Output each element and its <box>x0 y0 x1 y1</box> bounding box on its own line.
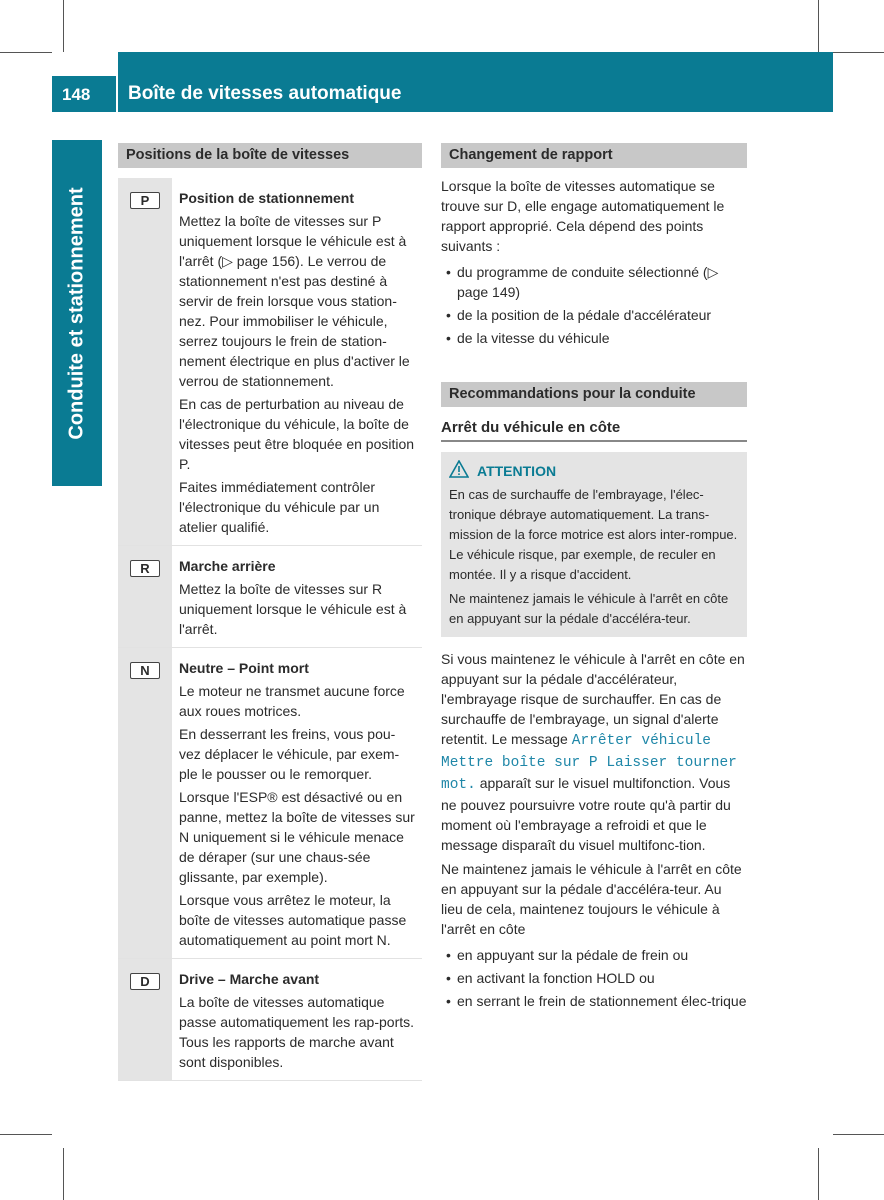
warning-paragraph: En cas de surchauffe de l'embrayage, l'élec-tronique débraye automatiquement. La trans-mission de la force motrice est alors inter-rompue. Le véhicule risque, par exemple, de reculer en montée. Il y a risque d'accident. <box>449 487 738 582</box>
gear-paragraph: En desserrant les freins, vous pou-vez déplacer le véhicule, par exem-ple le pousser ou le remorquer. <box>179 726 400 782</box>
section-title-gear-change: Changement de rapport <box>441 143 747 168</box>
gear-title: Position de stationnement <box>179 190 355 206</box>
gear-paragraph: En cas de perturbation au niveau de l'électronique du véhicule, la boîte de vitesses peut être bloquée en position P. <box>179 396 415 472</box>
gear-paragraph: Lorsque vous arrêtez le moteur, la boîte de vitesses automatique passe automatiquement au point mort N. <box>179 892 407 948</box>
warning-paragraph: Ne maintenez jamais le véhicule à l'arrêt en côte en appuyant sur la pédale d'accéléra-teur. <box>449 591 729 626</box>
gear-key-cell <box>118 546 172 647</box>
side-tab-label: Conduite et stationnement <box>65 186 88 440</box>
list-item: • du programme de conduite sélectionné (▷ page 149) <box>441 262 747 302</box>
section-title-positions: Positions de la boîte de vitesses <box>118 143 422 168</box>
gear-title: Drive – Marche avant <box>179 971 320 987</box>
gear-symbol-d: D <box>130 973 160 990</box>
crop-mark <box>833 1134 884 1135</box>
gear-description <box>172 648 422 958</box>
page-number: 148 <box>62 85 91 104</box>
gear-paragraph: Mettez la boîte de vitesses sur R uniquement lorsque le véhicule est à l'arrêt. <box>179 581 407 637</box>
section-title-recommendations: Recommandations pour la conduite <box>441 382 747 407</box>
table-row <box>118 546 422 648</box>
crop-mark <box>0 52 52 53</box>
gear-paragraph: La boîte de vitesses automatique passe automatiquement les rap-ports. Tous les rapports de marche avant sont disponibles. <box>179 994 415 1070</box>
gear-table <box>118 178 422 1081</box>
intro-paragraph: Lorsque la boîte de vitesses automatique se trouve sur D, elle engage automatiquement le rapport approprié. Cela dépend des points suivants : <box>441 178 725 254</box>
gear-symbol-n: N <box>130 662 160 679</box>
warning-title-text: ATTENTION <box>477 462 557 479</box>
gear-title: Neutre – Point mort <box>179 660 309 676</box>
list-item: • de la vitesse du véhicule <box>441 328 747 348</box>
warning-title <box>449 460 739 481</box>
overheat-text-end: apparaît sur le visuel multifonction. Vous ne pouvez poursuivre votre route qu'à partir du moment où l'embrayage a refroidi et que le message disparaît du visuel multifonc-tion. <box>441 775 731 853</box>
gear-key-cell <box>118 959 172 1080</box>
right-column <box>441 143 747 1014</box>
overheat-text-start: Si vous maintenez le véhicule à l'arrêt en côte en appuyant sur la pédale d'accélérateur, l'embrayage risque de surchauffer. En cas de surchauffe de l'embrayage, un signal d'alerte retentit. Le message <box>441 651 745 747</box>
list-item: • en serrant le frein de stationnement élec-trique <box>441 991 747 1011</box>
conditions-list <box>441 262 747 348</box>
table-row <box>118 959 422 1081</box>
warning-triangle-icon <box>449 460 469 481</box>
warning-box <box>441 452 747 637</box>
list-item: • de la position de la pédale d'accélérateur <box>441 305 747 325</box>
gear-paragraph: Faites immédiatement contrôler l'électronique du véhicule par un atelier qualifié. <box>179 479 380 535</box>
list-item: • en activant la fonction HOLD ou <box>441 968 747 988</box>
side-tab-label-wrap <box>55 140 99 486</box>
hold-methods-list <box>441 945 747 1011</box>
crop-mark <box>0 1134 52 1135</box>
crop-mark <box>63 0 64 52</box>
gear-symbol-r: R <box>130 560 160 577</box>
crop-mark <box>833 52 884 53</box>
gear-paragraph: Mettez la boîte de vitesses sur P uniquement lorsque le véhicule est à l'arrêt (▷ page 156). Le verrou de stationnement n'est pas destiné à servir de frein lorsque vous station-nez. Pour immobiliser le véhicule, serrez toujours le frein de station-nement électrique en plus d'activer le verrou de stationnement. <box>179 213 410 389</box>
overheat-paragraph <box>441 649 747 855</box>
gear-key-cell <box>118 648 172 958</box>
left-column <box>118 143 422 1081</box>
gear-title: Marche arrière <box>179 558 276 574</box>
subheading-hill-stop: Arrêt du véhicule en côte <box>441 419 747 442</box>
table-row <box>118 648 422 959</box>
gear-symbol-p: P <box>130 192 160 209</box>
list-item: • en appuyant sur la pédale de frein ou <box>441 945 747 965</box>
crop-mark <box>818 1148 819 1200</box>
gear-paragraph: Lorsque l'ESP® est désactivé ou en panne, mettez la boîte de vitesses sur N uniquement si le véhicule menace de déraper (sur une chaus-sée glissante, par exemple). <box>179 789 415 885</box>
page-title: Boîte de vitesses automatique <box>128 83 402 104</box>
gear-key-cell <box>118 178 172 545</box>
table-row <box>118 178 422 546</box>
gear-description <box>172 546 422 647</box>
gear-paragraph: Le moteur ne transmet aucune force aux roues motrices. <box>179 683 405 719</box>
crop-mark <box>818 0 819 52</box>
display-message: Arrêter véhicule Mettre boîte sur P Laisser tourner mot. <box>441 733 737 793</box>
hold-paragraph: Ne maintenez jamais le véhicule à l'arrêt en côte en appuyant sur la pédale d'accéléra-teur. Au lieu de cela, maintenez toujours le véhicule à l'arrêt en côte <box>441 861 742 937</box>
crop-mark <box>63 1148 64 1200</box>
gear-description <box>172 178 422 545</box>
gear-description <box>172 959 422 1080</box>
